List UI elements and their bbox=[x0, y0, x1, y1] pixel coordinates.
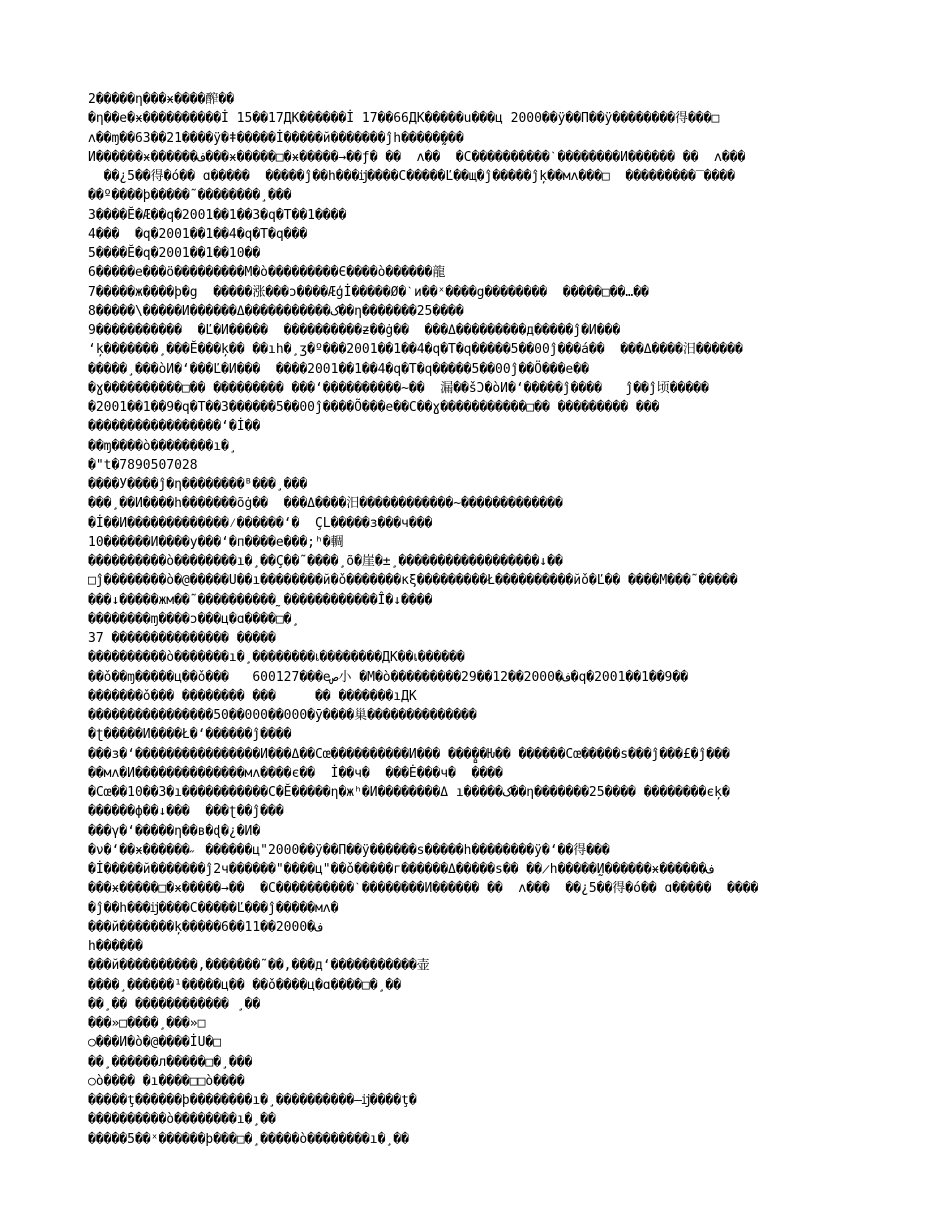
text-line: ����¸������¹�����ц�� ��ǒ����ц�ɑ����□�¸�� bbox=[88, 977, 402, 993]
text-line: �Cœ��10��3�ı�����������C�Ĕ�����η�жʰ�И��������Δ ı�����ک��η�������25���� ��������єķ� bbox=[88, 785, 730, 800]
text-line: �����¸���òИ�‘���Ľ�И��� ����2001��1��4�q�Т�q�����5��00ĵ��Ö���e�� bbox=[88, 361, 589, 377]
text-line: 6�����e���ö���������М�ò���������Є����ò������龍 bbox=[88, 265, 446, 281]
text-line: ��¿5��得�ó�� ɑ����� �����ĵ��h���ĳ����C�����Ľ��щ�ĵ�����ĵķ��мʌ���□ ���������‾���� bbox=[88, 169, 735, 184]
text-line: �ʈ�����И����Ł�‘������ĵ���� bbox=[88, 727, 292, 743]
text-line: ������ф��↓��� ���ʈ��ĵ��� bbox=[88, 804, 284, 820]
text-line: ����У����ĵ�η��������ᴮ���¸��� bbox=[88, 477, 308, 492]
text-line: �����5��ˣ������þ���□�¸�����ò��������ı�¸�� bbox=[88, 1131, 409, 1147]
text-line: ��¸������л�����□�¸��� bbox=[88, 1054, 253, 1070]
text-line: 2�����η���ӿ����醡�� bbox=[88, 92, 235, 107]
text-line: �2001��1��9�q�Т��3������5��00ĵ����Õ���e��C��ɣ�����������□�� ��������� ��� bbox=[88, 400, 660, 415]
text-line: И������ӿ������ف���ӿ�����□�ӿ�����→��ƒ� �� ʌ�� �C����������ˋ��������И������ �� ʌ��� bbox=[88, 149, 746, 165]
text-line: ��¸�� ������������ ¸�� bbox=[88, 996, 261, 1012]
text-line: ��������ɱ����ɔ���ц�ɑ����□�¸ bbox=[88, 611, 300, 627]
text-line: ���й����������,�������˜��,���д‘�����������壶 bbox=[88, 958, 430, 974]
text-line: 8�����\�����И������Δ�����������ک��η�������25���� bbox=[88, 303, 464, 319]
text-line: 10������И����у���‘�п����e���;ʰ�輖 bbox=[88, 534, 344, 550]
text-line: ���з�‘����������������И���Δ��Cœ����������И��� ���̻��Ƕ�� ������Cœ�����ѕ���ĵ���£�ĵ��� bbox=[88, 746, 730, 762]
text-line: ���ӿ�����□�ӿ�����→�� �C����������ˋ��������И������ �� ʌ��� ��¿5��得�ó�� ɑ����� ���� bbox=[88, 881, 759, 897]
text-line: 4��� �q�2001��1��4�q�Т�q��� bbox=[88, 226, 308, 242]
text-line: �ɣ����������□�� ��������� ���‘����������~�� 漏��šƆ�òИ�‘�����ĵ���� ĵ��ĵ顷����� bbox=[88, 380, 709, 396]
text-line: ���¸��И����h�������õġ�� ���Δ����汨������������~������������� bbox=[88, 496, 563, 512]
text-line: �İ��И�������������⁄������‘� ÇL�����з���ч��� bbox=[88, 515, 433, 531]
text-line: ○���И�ò�@����İU�□ bbox=[88, 1035, 222, 1051]
text-line: �����������������‘�İ�� bbox=[88, 419, 261, 435]
text-line: ����������ò��������ı�¸�� bbox=[88, 1112, 276, 1128]
text-line: ��º����þ�����˜��������¸��� bbox=[88, 188, 292, 204]
text-line: 3����Ĕ�Æ��q�2001��1��3�q�Т��1���� bbox=[88, 207, 347, 223]
text-line: ��ǒ��ɱ�����ц��ǒ��� 600127���eص小 �М�ò���������29��12��2000�ف�q�2001��1��9�� bbox=[88, 669, 689, 685]
text-line: ���γ�‘�����η��в�ɖ�¿�И� bbox=[88, 823, 261, 839]
text-line: �����ţ������þ��������ı�¸����������–ĳ����ţ� bbox=[88, 1093, 417, 1108]
text-line: ����������ò�������ı�¸��������เ��������ДК��เ������ bbox=[88, 650, 465, 666]
text-line: 9����������� �Ľ�И����� ����������ƶ��ġ�� ���Δ���������д�����ĵ�И��� bbox=[88, 323, 621, 338]
document-page bbox=[88, 90, 888, 1149]
text-line: �η��e�ӿ����������İ 15��17ДК������İ 17��66ДК�����u���ц 2000��ӱ��П��ӱ��������得���□ bbox=[88, 111, 720, 127]
phone-number-line: �"t�7890507028 bbox=[88, 457, 198, 473]
text-line: ��мʌ�И��������������мʌ����є�� İ��ч� ���Ė���ч� ���� bbox=[88, 765, 503, 781]
text-line: h������ bbox=[88, 939, 143, 954]
text-line: ��ɱ����ò��������ı�¸ bbox=[88, 438, 237, 454]
text-line: 5����Ĕ�q�2001��1��10�� bbox=[88, 246, 261, 261]
text-line: ����������ò��������ı�¸��Ç��˜����¸õ�崖�±¸������������������↓�� bbox=[88, 554, 563, 569]
text-line: ʌ��ɱ��63��21����ӱ�ǂ�����İ�����й�������ĵh�����̰��� bbox=[88, 130, 464, 146]
text-line: ○ò���� �ı����□□ò���� bbox=[88, 1073, 245, 1089]
text-line: 7�����ж����þ�g �����涨���ɔ����Æģİ�����Ø�ˋи��ˣ����g�������� �����□��…�� bbox=[88, 284, 649, 300]
text-line: ���»□����¸���»□ bbox=[88, 1016, 206, 1031]
text-line: �ν�‘��ӿ������˶ ������ц"2000��ӱ��П��ӱ������ѕ�����h��������ӱ�‘��得��� bbox=[88, 842, 610, 858]
text-line: ‘ķ�������¸���Ĕ���ķ�� ��ıh�¸ʒ�º���2001��1��4�q�Т�q�����5��00ĵ���á�� ���Δ����汨������ bbox=[88, 342, 743, 358]
text-line: 37 ��������������� ����� bbox=[88, 631, 276, 646]
text-line: �������ǒ��� �������� ��� �� �������ıДК bbox=[88, 688, 417, 704]
text-line: �ĵ��h���ĳ����C�����Ľ���ĵ�����мʌ� bbox=[88, 900, 339, 916]
text-line: ���↓�����жм��˜����������˷������������Î�↓���� bbox=[88, 592, 433, 608]
text-line: �İ�����й�������ĵ2ч������"����ц"��ǒ�����г������Δ�����ѕ�� ��̷h�����̰И������ӿ������ف bbox=[88, 862, 715, 877]
text-line: □ĵ��������ò�@�����U��ı��������й�ǒ�������κξ���������Ł����������йǒ�Ľ�� ����М���˜����� bbox=[88, 573, 738, 589]
text-line: ���й�������ķ�����6��11��2000�ف bbox=[88, 919, 323, 935]
text-line: ����������������50��000��000�ӯ����巢�������������� bbox=[88, 708, 477, 723]
